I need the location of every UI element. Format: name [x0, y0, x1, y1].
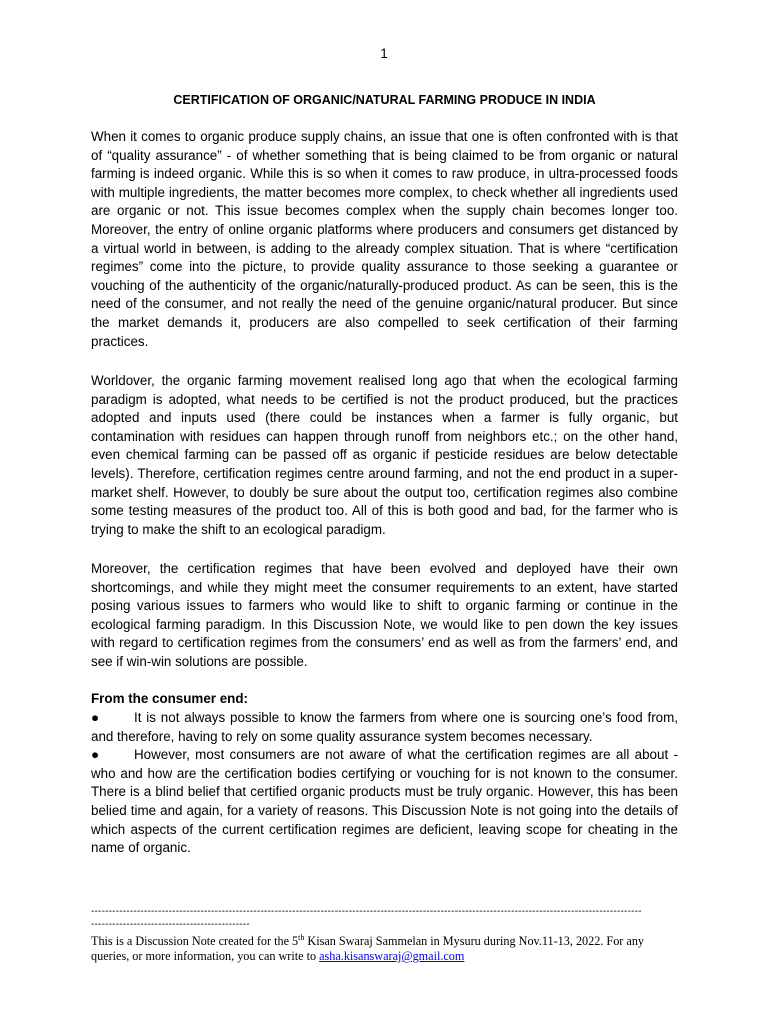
footnote-separator	[91, 905, 678, 931]
page-number: 1	[380, 46, 388, 61]
paragraph-intro: When it comes to organic produce supply chains, an issue that one is often confronted with is that of “quality assurance” - of whether something that is being claimed to be from organic or natural farming is indeed organic. While this is so when it comes to raw produce, in ultra-processed foods with multiple ingredients, the matter becomes more complex, to check whether all ingredients used are organic or not. This issue becomes complex when the supply chain becomes longer too. Moreover, the entry of online organic platforms where producers and consumers get distanced by a virtual world in between, is adding to the already complex situation. That is where “certification regimes” come into the picture, to provide quality assurance to those seeking a guarantee or vouching of the authenticity of the organic/naturally-produced product. As can be seen, this is the need of the consumer, and not really the need of the genuine organic/natural producer. But since the market demands it, producers are also compelled to seek certification of their farming practices.	[91, 129, 678, 349]
list-item	[91, 709, 678, 746]
footnote	[91, 934, 681, 964]
footnote-text: Kisan Swaraj Sammelan in Mysuru during Nov.11-13, 2022. For any queries, or more information, you can write to	[91, 934, 645, 963]
consumer-section-heading: From the consumer end:	[91, 691, 248, 706]
paragraph-moreover: Moreover, the certification regimes that have been evolved and deployed have their own shortcomings, and while they might meet the consumer requirements to an extent, have started posing various issues to farmers who would like to shift to organic farming or continue in the ecological farming paradigm. In this Discussion Note, we would like to pen down the key issues with regard to certification regimes from the consumers’ end as well as from the farmers’ end, and see if win-win solutions are possible.	[91, 561, 678, 669]
paragraph-worldover: Worldover, the organic farming movement realised long ago that when the ecological farming paradigm is adopted, what needs to be certified is not the product produced, but the practices adopted and inputs used (there could be instances when a farmer is fully organic, but contamination with residues can happen through runoff from neighbors etc.; on the other hand, even chemical farming can be passed off as organic if pesticide residues are below detectable levels). Therefore, certification regimes centre around farming, and not the end product in a super-market shelf. However, to doubly be sure about the output too, certification regimes also combine some testing measures of the product too. All of this is both good and bad, for the farmer who is trying to make the shift to an ecological paradigm.	[91, 373, 678, 537]
footnote-separator-line: ---------------------------------------------	[91, 919, 250, 930]
list-item	[91, 746, 678, 858]
footnote-separator-line: ------------------------------------------------------------------------------------------------------------------------------------------------------------	[91, 906, 642, 917]
footnote-text: This is a Discussion Note created for the 5	[91, 934, 299, 948]
document-title: CERTIFICATION OF ORGANIC/NATURAL FARMING PRODUCE IN INDIA	[173, 93, 596, 107]
footnote-superscript: th	[298, 932, 305, 942]
email-link[interactable]: asha.kisanswaraj@gmail.com	[319, 949, 465, 963]
bullet-icon: ●	[91, 710, 100, 725]
bullet-text: It is not always possible to know the farmers from where one is sourcing one’s food from, and therefore, having to rely on some quality assurance system becomes necessary.	[91, 710, 678, 744]
consumer-bullet-list	[91, 709, 678, 858]
bullet-text: However, most consumers are not aware of what the certification regimes are all about - who and how are the certification bodies certifying or vouching for is not known to the consumer. There is a blind belief that certified organic products must be truly organic. However, this has been belied time and again, for a variety of reasons. This Discussion Note is not going into the details of which aspects of the current certification regimes are deficient, leaving scope for cheating in the name of organic.	[91, 747, 678, 856]
bullet-icon: ●	[91, 747, 100, 763]
